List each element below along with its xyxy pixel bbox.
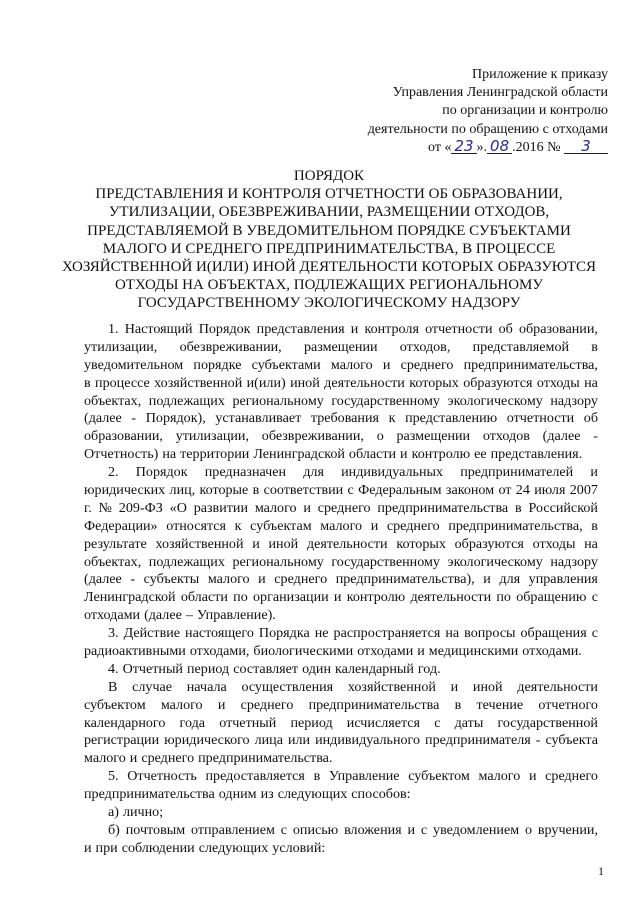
word: настоящего [185,625,254,642]
word: Федеральным [358,482,442,499]
word: и [483,571,491,588]
word: Порядок), [145,410,206,427]
word: хозяйственной [155,535,244,552]
word: индивидуального [315,732,421,749]
word: период [186,660,230,677]
word: № [98,499,112,516]
word: контролю [411,446,471,463]
word: (далее [144,607,182,624]
word: отходами. [522,643,582,660]
word: размещении [303,338,378,355]
word: на [162,446,177,463]
word: по [496,589,511,606]
document-body [84,321,598,858]
word: отчетности [506,410,575,427]
word: предпринимательства), [335,571,475,588]
word: надзору [550,553,598,570]
word: б) [108,821,120,838]
word: представления [256,321,345,337]
word: с [280,821,287,838]
word: малого [207,571,250,588]
word: порядке [193,356,242,373]
word: 4. [108,660,119,677]
word: в [591,338,598,355]
word: среднего [141,750,195,767]
word: которые [199,482,249,499]
word: случае [132,678,173,695]
word: с [591,625,598,642]
word: 5. [108,768,119,785]
title-line: ГОСУДАРСТВЕННОМУ ЭКОЛОГИЧЕСКОМУ НАДЗОРУ [137,295,521,312]
word: которых [409,374,459,391]
word: лично; [122,804,164,821]
word: субъектом [84,696,146,713]
word: Порядка [258,625,310,642]
word: – [185,607,193,624]
word: почтовым [125,821,186,838]
paragraph-line [84,339,598,357]
title-line: МАЛОГО И СРЕДНЕГО ПРЕДПРИНИМАТЕЛЬСТВА, В ПРОЦЕССЕ [102,240,556,257]
paragraph-line [84,840,598,858]
word: экологическому [447,392,543,409]
word: при [95,839,118,856]
word: 1. [108,321,119,337]
handwritten-number: 3 [564,140,608,154]
word: в [454,696,462,713]
title-line: ХОЗЯЙСТВЕННОЙ И(ИЛИ) ИНОЙ ДЕЯТЕЛЬНОСТИ КОТОРЫХ ОБРАЗУЮТСЯ [61,259,597,276]
word: юридического [164,732,250,749]
word: юридических [84,482,166,499]
word: региональному [232,392,324,409]
word: 3. [108,625,119,642]
word: (далее [542,428,581,445]
word: один [302,660,331,677]
word: обезвреживании, [261,428,364,445]
word: по [233,589,248,606]
page-number: 1 [598,864,604,878]
word: отчетности [425,321,493,337]
word: предпринимательства [377,499,509,516]
word: для [303,464,324,481]
word: Ленинградской [84,589,176,606]
word: отходы [536,374,580,391]
appendix-header [368,66,608,157]
word: утилизации, [84,338,158,355]
word: образуются [463,374,533,391]
word: Российской [528,499,598,516]
word: предпринимательства [308,696,440,713]
word: с [434,714,441,731]
word: условий: [272,839,326,856]
word: иной [268,535,299,552]
paragraph-line [84,554,598,572]
word: отчетного [538,696,598,713]
word: экологическому [447,553,543,570]
word: малого [330,356,373,373]
paragraph-line [84,643,598,661]
word: законом [445,482,495,499]
paragraph-line [84,697,598,715]
word: из [260,786,274,803]
word: г. [84,499,92,516]
word: государственному [331,392,440,409]
word: уведомительном [84,356,184,373]
word: осуществления [241,678,334,695]
word: среднего [400,356,454,373]
word: и [370,517,379,534]
word: и [590,464,598,481]
word: среднего [317,499,371,516]
word: предпринимательства, [448,517,583,534]
word: предпринимателя [425,732,531,749]
word: 2007 [569,482,598,499]
word: и [400,446,408,463]
word: год. [417,660,441,677]
word: с [420,821,428,838]
title-lines [60,185,598,312]
paragraph-line [84,393,598,411]
word: обращению [516,589,587,606]
paragraph-line [84,804,598,822]
word: а) [108,804,119,821]
handwritten-day: 23 [451,140,476,154]
word: процессе [95,374,150,391]
paragraph-line [84,464,598,482]
paragraph-line [84,482,598,500]
word: надзору [550,392,598,409]
word: для [499,571,521,588]
word: государственному [331,553,440,570]
word: регистрации [84,732,160,749]
word: и [382,356,391,373]
word: к [388,410,396,427]
word: распространяется [333,625,441,642]
word: деятельности [517,678,598,695]
paragraph-line [84,500,598,518]
word: подлежащих [148,392,225,409]
word: региональному [232,553,324,570]
paragraph-line [84,822,598,840]
word: даты [454,714,484,731]
word: - [593,428,598,445]
word: об [583,410,598,427]
word: в [84,374,91,391]
paragraph-line [84,768,598,786]
word: ее [474,446,487,463]
appendix-line: по организации и контролю [442,103,608,119]
word: В [108,678,118,695]
paragraph-line [84,607,598,625]
title-line: ОТХОДЫ НА ОБЪЕКТАХ, ПОДЛЕЖАЩИХ РЕГИОНАЛЬНОМУ [114,277,544,294]
paragraph-line [84,679,598,697]
word: года [179,714,206,731]
paragraph-line [84,750,598,768]
date-mid: ». [476,139,488,155]
word: Отчетность) [84,446,159,463]
word: течение [476,696,524,713]
word: на [445,625,460,642]
word: календарный [335,660,414,677]
word: предпринимательства, [463,356,598,373]
word: и [417,643,425,660]
word: утилизации, [175,428,250,445]
word: субъектами [251,356,321,373]
word: 209-ФЗ [118,499,163,516]
word: среднего [545,768,598,785]
word: малого [84,750,126,767]
word: отходов, [399,338,451,355]
word: и [407,821,416,838]
word: Управление). [196,607,276,624]
word: образовании, [84,428,163,445]
word: хозяйственной [347,678,436,695]
word: лица [254,732,283,749]
word: объектах, [84,553,142,570]
word: уведомлением [433,821,520,838]
word: размещении [396,428,471,445]
word: представления. [490,446,583,463]
word: и [450,678,459,695]
paragraph-line [84,357,598,375]
word: Настоящий [124,321,193,337]
word: деятельности [306,535,388,552]
word: предназначен [204,464,287,481]
word: малого [320,517,363,534]
word: контроля [364,321,419,337]
word: отходами [357,643,414,660]
paragraph-line [84,786,598,804]
word: способов: [351,786,411,803]
word: в [313,768,321,785]
date-prefix: от « [428,139,452,155]
word: предпринимательства [84,786,215,803]
word: субъекты [143,571,200,588]
appendix-line: Управления Ленинградской области [392,85,608,101]
word: на [584,535,598,552]
paragraph-line [84,410,598,428]
word: области [180,589,228,606]
word: обращения [520,625,587,642]
word: соблюдении [121,839,195,856]
word: устанавливает [215,410,302,427]
word: управления [528,571,598,588]
word: биологическими [253,643,354,660]
word: объектах, [84,392,142,409]
word: подлежащих [148,553,225,570]
title-line: УТИЛИЗАЦИИ, ОБЕЗВРЕЖИВАНИИ, РАЗМЕЩЕНИИ ОТХОДОВ, [108,204,550,221]
word: период [290,714,333,731]
date-suffix: .2016 № [512,139,561,155]
word: и [84,839,92,856]
title-line: ПРЕДСТАВЛЯЕМОЙ В УВЕДОМИТЕЛЬНОМ ПОРЯДКЕ СУБЪЕКТАМИ [87,222,571,239]
word: предоставляется [205,768,305,785]
word: и [129,750,138,767]
word: малого [254,499,297,516]
word: деятельности [410,589,492,606]
word: и [528,768,537,785]
word: следующих [277,786,348,803]
word: исчисляется [346,714,421,731]
paragraph-line [84,715,598,733]
word: Отчетный [122,660,183,677]
word: к [234,517,242,534]
word: хозяйственной [154,374,243,391]
word: отходов [482,428,530,445]
word: образуются [454,535,524,552]
word: Порядок [198,321,251,337]
word: радиоактивными [84,643,186,660]
paragraph-line [84,375,598,393]
word: отходами [84,607,141,624]
word: территории [180,446,250,463]
word: или [287,732,311,749]
word: которых [396,535,446,552]
word: на [584,374,598,391]
word: не [314,625,329,642]
word: Ленинградской [253,446,345,463]
word: и [258,571,266,588]
word: малого [160,696,203,713]
appendix-line: Приложение к приказу [472,67,608,82]
word: контролю [346,589,406,606]
word: вложения [344,821,402,838]
word: результате [84,535,147,552]
word: - [535,732,541,749]
word: субъекта [545,732,598,749]
word: медицинскими [428,643,519,660]
word: и [217,696,226,713]
word: об [498,321,513,337]
word: 2. [108,464,119,481]
word: образовании, [518,321,598,337]
word: лиц, [169,482,196,499]
word: в [591,517,598,534]
word: обезвреживании, [179,338,282,355]
word: субъектам [250,517,312,534]
paragraph-line [84,518,598,536]
paragraph-line [84,571,598,589]
word: Действие [123,625,181,642]
word: представляемой [472,338,570,355]
word: представлению [405,410,498,427]
appendix-line: деятельности по обращению с отходами [367,121,608,137]
appendix-date-line [368,136,608,157]
word: деятельности [324,374,405,391]
word: Порядок [135,464,188,481]
word: одним [218,786,257,803]
handwritten-month: 08 [487,140,512,154]
word: иной [472,678,503,695]
word: и [350,321,359,337]
word: календарного [84,714,166,731]
word: Отчетность [127,768,197,785]
title-heading: ПОРЯДОК [293,168,365,184]
word: требования [310,410,380,427]
word: отправлением [190,821,275,838]
paragraph-line [84,589,598,607]
paragraph-line [84,661,598,679]
word: среднего [386,517,440,534]
document-title [60,167,598,313]
word: в [252,482,260,499]
word: 24 [515,482,530,499]
word: Управление [328,768,400,785]
word: субъектом [408,768,470,785]
word: с [591,589,598,606]
word: организации [253,589,329,606]
word: вопросы [464,625,516,642]
word: в [514,499,522,516]
word: отчетный [219,714,277,731]
word: предпринимателей [460,464,574,481]
word: развитии [193,499,248,516]
title-line: ПРЕДСТАВЛЕНИЯ И КОНТРОЛЯ ОТЧЕТНОСТИ ОБ ОБРАЗОВАНИИ, [95,186,563,203]
word: и(или) [246,374,286,391]
word: малого [478,768,521,785]
word: отходы [532,535,576,552]
word: среднего [240,696,294,713]
word: предпринимательства. [198,750,333,767]
word: и [252,535,260,552]
word: соответствии [263,482,344,499]
word: отходами, [189,643,250,660]
word: (далее [84,571,122,588]
word: (далее [84,410,122,427]
word: области [348,446,397,463]
word: составляет [233,660,299,677]
word: индивидуальных [341,464,444,481]
paragraph-line [84,321,598,339]
word: «О [169,499,187,516]
word: и [303,499,311,516]
paragraph-line [84,428,598,446]
paragraph-line [84,446,598,464]
word: иной [290,374,320,391]
paragraph-line [84,732,598,750]
word: среднего [274,571,328,588]
word: государственной [497,714,598,731]
word: от [498,482,512,499]
paragraph-line [84,536,598,554]
word: вручении, [537,821,598,838]
word: о [376,428,384,445]
word: - [131,410,137,427]
word: июля [534,482,566,499]
word: начала [186,678,227,695]
paragraph-line [84,625,598,643]
word: относятся [166,517,227,534]
word: о [525,821,533,838]
word: Федерации» [84,517,158,534]
word: описью [292,821,339,838]
word: следующих [198,839,269,856]
word: с [347,482,354,499]
word: и [333,589,342,606]
word: - [130,571,136,588]
